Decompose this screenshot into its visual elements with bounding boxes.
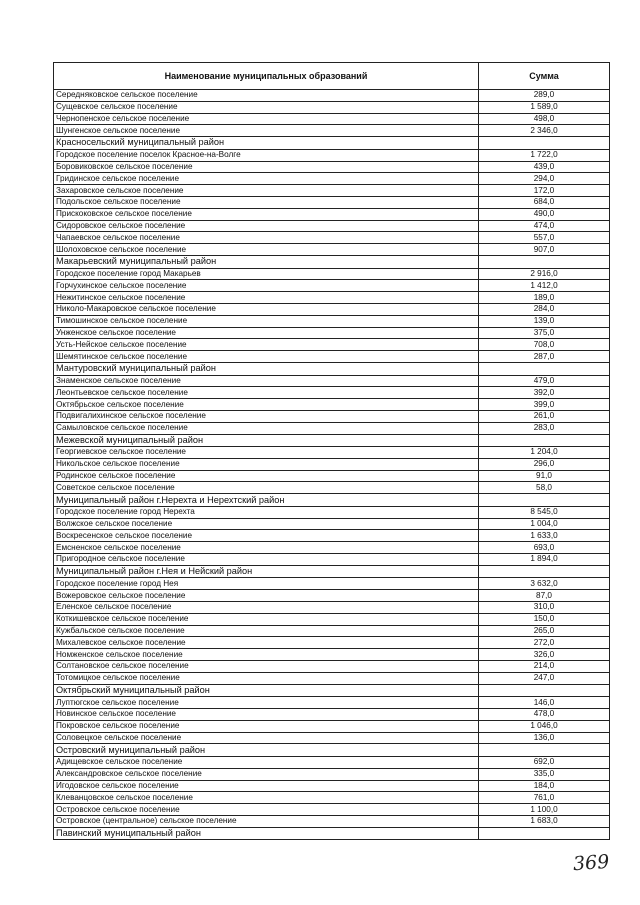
sum-cell (479, 362, 610, 375)
column-header-name: Наименование муниципальных образований (54, 63, 479, 90)
table-row (54, 196, 610, 208)
municipality-name-cell: Гридинское сельское поселение (54, 173, 479, 185)
municipality-name-cell: Шемятинское сельское поселение (54, 351, 479, 363)
table-row (54, 613, 610, 625)
table-row (54, 542, 610, 554)
sum-cell: 58,0 (479, 482, 610, 494)
table-row (54, 125, 610, 137)
table-row (54, 649, 610, 661)
municipality-name-cell: Волжское сельское поселение (54, 518, 479, 530)
sum-cell: 1 894,0 (479, 554, 610, 566)
table-row (54, 232, 610, 244)
page-number: 369 (572, 850, 610, 876)
municipality-name-cell: Адищевское сельское поселение (54, 757, 479, 769)
table-row (54, 101, 610, 113)
sum-cell: 692,0 (479, 757, 610, 769)
table-row (54, 292, 610, 304)
municipality-name-cell: Советское сельское поселение (54, 482, 479, 494)
sum-cell: 478,0 (479, 709, 610, 721)
sum-cell: 479,0 (479, 375, 610, 387)
sum-cell: 490,0 (479, 208, 610, 220)
table-row (54, 327, 610, 339)
sum-cell: 184,0 (479, 780, 610, 792)
sum-cell: 172,0 (479, 185, 610, 197)
table-row (54, 554, 610, 566)
municipality-name-cell: Унженское сельское поселение (54, 327, 479, 339)
municipality-name-cell: Пригородное сельское поселение (54, 554, 479, 566)
table-row (54, 303, 610, 315)
district-name-cell: Октябрьский муниципальный район (54, 684, 479, 697)
municipality-name-cell: Тимошинское сельское поселение (54, 315, 479, 327)
municipality-name-cell: Островское сельское поселение (54, 804, 479, 816)
table-row (54, 173, 610, 185)
sum-cell (479, 744, 610, 757)
municipality-name-cell: Воскресенское сельское поселение (54, 530, 479, 542)
municipality-name-cell: Городское поселение город Нерехта (54, 506, 479, 518)
sum-cell: 272,0 (479, 637, 610, 649)
sum-cell: 1 100,0 (479, 804, 610, 816)
table-row (54, 470, 610, 482)
sum-cell: 693,0 (479, 542, 610, 554)
municipality-name-cell: Сущевское сельское поселение (54, 101, 479, 113)
municipality-name-cell: Покровское сельское поселение (54, 720, 479, 732)
sum-cell: 189,0 (479, 292, 610, 304)
municipality-name-cell: Номженское сельское поселение (54, 649, 479, 661)
municipality-name-cell: Шолоховское сельское поселение (54, 244, 479, 256)
table-row (54, 208, 610, 220)
municipality-name-cell: Родинское сельское поселение (54, 470, 479, 482)
sum-cell: 265,0 (479, 625, 610, 637)
municipality-name-cell: Игодовское сельское поселение (54, 780, 479, 792)
municipality-name-cell: Прискоковское сельское поселение (54, 208, 479, 220)
table-row (54, 387, 610, 399)
sum-cell (479, 684, 610, 697)
municipality-name-cell: Городское поселение город Макарьев (54, 268, 479, 280)
sum-cell: 214,0 (479, 661, 610, 673)
sum-cell: 294,0 (479, 173, 610, 185)
sum-cell (479, 255, 610, 268)
table-row (54, 697, 610, 709)
table-row (54, 506, 610, 518)
table-row (54, 244, 610, 256)
sum-cell: 474,0 (479, 220, 610, 232)
municipality-name-cell: Городское поселение поселок Красное-на-Волге (54, 149, 479, 161)
municipality-name-cell: Кужбальское сельское поселение (54, 625, 479, 637)
municipality-name-cell: Луптюгское сельское поселение (54, 697, 479, 709)
district-name-cell: Макарьевский муниципальный район (54, 255, 479, 268)
municipality-name-cell: Шунгенское сельское поселение (54, 125, 479, 137)
sum-cell (479, 827, 610, 840)
table-row (54, 422, 610, 434)
municipality-name-cell: Подольское сельское поселение (54, 196, 479, 208)
sum-cell: 146,0 (479, 697, 610, 709)
sum-cell: 283,0 (479, 422, 610, 434)
sum-cell: 684,0 (479, 196, 610, 208)
table-row (54, 804, 610, 816)
table-row (54, 161, 610, 173)
sum-cell: 1 722,0 (479, 149, 610, 161)
table-row (54, 625, 610, 637)
municipality-name-cell: Клеванцовское сельское поселение (54, 792, 479, 804)
table-row (54, 339, 610, 351)
municipality-name-cell: Самыловское сельское поселение (54, 422, 479, 434)
sum-cell: 284,0 (479, 303, 610, 315)
sum-cell (479, 565, 610, 578)
municipality-name-cell: Емсненское сельское поселение (54, 542, 479, 554)
table-row (54, 661, 610, 673)
municipality-name-cell: Захаровское сельское поселение (54, 185, 479, 197)
sum-cell: 335,0 (479, 768, 610, 780)
sum-cell: 2 346,0 (479, 125, 610, 137)
district-name-cell: Межевской муниципальный район (54, 434, 479, 447)
table-row (54, 518, 610, 530)
municipality-name-cell: Коткишевское сельское поселение (54, 613, 479, 625)
district-row (54, 565, 610, 578)
allocation-table (53, 62, 610, 840)
table-header-row (54, 63, 610, 90)
sum-cell: 296,0 (479, 458, 610, 470)
sum-cell: 761,0 (479, 792, 610, 804)
table-row (54, 351, 610, 363)
table-row (54, 280, 610, 292)
table-row (54, 90, 610, 102)
sum-cell: 1 004,0 (479, 518, 610, 530)
table-row (54, 720, 610, 732)
municipality-name-cell: Еленское сельское поселение (54, 602, 479, 614)
table-row (54, 185, 610, 197)
table-row (54, 315, 610, 327)
sum-cell: 1 412,0 (479, 280, 610, 292)
sum-cell: 1 204,0 (479, 447, 610, 459)
municipality-name-cell: Боровиковское сельское поселение (54, 161, 479, 173)
district-row (54, 362, 610, 375)
table-row (54, 709, 610, 721)
district-row (54, 137, 610, 150)
table-row (54, 815, 610, 827)
sum-cell: 2 916,0 (479, 268, 610, 280)
sum-cell: 375,0 (479, 327, 610, 339)
table-row (54, 602, 610, 614)
table-row (54, 780, 610, 792)
sum-cell: 139,0 (479, 315, 610, 327)
table-row (54, 410, 610, 422)
table-row (54, 482, 610, 494)
table-row (54, 149, 610, 161)
municipality-name-cell: Нежитинское сельское поселение (54, 292, 479, 304)
municipality-name-cell: Соловецкое сельское поселение (54, 732, 479, 744)
table-row (54, 672, 610, 684)
municipality-name-cell: Подвигалихинское сельское поселение (54, 410, 479, 422)
sum-cell: 1 046,0 (479, 720, 610, 732)
municipality-name-cell: Горчухинское сельское поселение (54, 280, 479, 292)
municipality-name-cell: Чапаевское сельское поселение (54, 232, 479, 244)
municipality-name-cell: Тотомицкое сельское поселение (54, 672, 479, 684)
table-row (54, 113, 610, 125)
district-name-cell: Островский муниципальный район (54, 744, 479, 757)
table-row (54, 792, 610, 804)
table-row (54, 399, 610, 411)
sum-cell: 1 683,0 (479, 815, 610, 827)
table-row (54, 732, 610, 744)
sum-cell: 907,0 (479, 244, 610, 256)
sum-cell: 399,0 (479, 399, 610, 411)
sum-cell: 392,0 (479, 387, 610, 399)
district-name-cell: Красносельский муниципальный район (54, 137, 479, 150)
sum-cell: 8 545,0 (479, 506, 610, 518)
sum-cell: 3 632,0 (479, 578, 610, 590)
municipality-name-cell: Александровское сельское поселение (54, 768, 479, 780)
district-row (54, 827, 610, 840)
municipality-name-cell: Георгиевское сельское поселение (54, 447, 479, 459)
municipality-name-cell: Середняковское сельское поселение (54, 90, 479, 102)
municipality-name-cell: Октябрьское сельское поселение (54, 399, 479, 411)
sum-cell: 326,0 (479, 649, 610, 661)
table-row (54, 590, 610, 602)
district-row (54, 684, 610, 697)
municipality-name-cell: Чернопенское сельское поселение (54, 113, 479, 125)
sum-cell: 247,0 (479, 672, 610, 684)
district-name-cell: Муниципальный район г.Нерехта и Нерехтский район (54, 494, 479, 507)
sum-cell (479, 494, 610, 507)
sum-cell: 289,0 (479, 90, 610, 102)
district-row (54, 494, 610, 507)
sum-cell: 1 633,0 (479, 530, 610, 542)
municipality-name-cell: Усть-Нейское сельское поселение (54, 339, 479, 351)
district-name-cell: Павинский муниципальный район (54, 827, 479, 840)
table-row (54, 220, 610, 232)
table-row (54, 757, 610, 769)
column-header-sum: Сумма (479, 63, 610, 90)
sum-cell: 439,0 (479, 161, 610, 173)
sum-cell: 136,0 (479, 732, 610, 744)
table-row (54, 530, 610, 542)
municipality-name-cell: Михалевское сельское поселение (54, 637, 479, 649)
sum-cell: 261,0 (479, 410, 610, 422)
municipality-name-cell: Вожеровское сельское поселение (54, 590, 479, 602)
table-row (54, 768, 610, 780)
district-row (54, 255, 610, 268)
district-row (54, 744, 610, 757)
sum-cell: 557,0 (479, 232, 610, 244)
table-row (54, 578, 610, 590)
sum-cell (479, 434, 610, 447)
district-name-cell: Мантуровский муниципальный район (54, 362, 479, 375)
table-row (54, 268, 610, 280)
sum-cell: 91,0 (479, 470, 610, 482)
sum-cell: 310,0 (479, 602, 610, 614)
table-row (54, 458, 610, 470)
table-row (54, 375, 610, 387)
municipality-name-cell: Никольское сельское поселение (54, 458, 479, 470)
table-body (54, 90, 610, 840)
sum-cell: 87,0 (479, 590, 610, 602)
municipality-name-cell: Леонтьевское сельское поселение (54, 387, 479, 399)
municipality-name-cell: Знаменское сельское поселение (54, 375, 479, 387)
municipality-name-cell: Городское поселение город Нея (54, 578, 479, 590)
table-row (54, 637, 610, 649)
district-name-cell: Муниципальный район г.Нея и Нейский район (54, 565, 479, 578)
sum-cell: 1 589,0 (479, 101, 610, 113)
sum-cell: 498,0 (479, 113, 610, 125)
sum-cell (479, 137, 610, 150)
table-row (54, 447, 610, 459)
municipality-name-cell: Солтановское сельское поселение (54, 661, 479, 673)
sum-cell: 150,0 (479, 613, 610, 625)
municipality-name-cell: Николо-Макаровское сельское поселение (54, 303, 479, 315)
municipality-name-cell: Новинское сельское поселение (54, 709, 479, 721)
sum-cell: 287,0 (479, 351, 610, 363)
sum-cell: 708,0 (479, 339, 610, 351)
municipality-name-cell: Островское (центральное) сельское поселение (54, 815, 479, 827)
municipality-name-cell: Сидоровское сельское поселение (54, 220, 479, 232)
district-row (54, 434, 610, 447)
